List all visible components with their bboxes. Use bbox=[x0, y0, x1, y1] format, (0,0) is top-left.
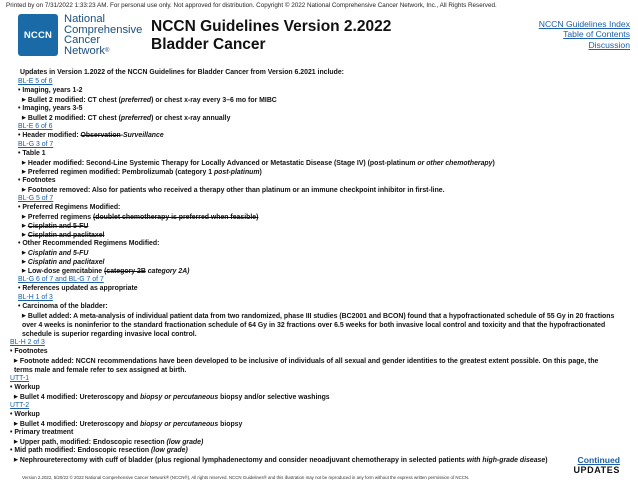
arrow-icon: ▶ bbox=[22, 169, 26, 175]
logo-abbr: NCCN bbox=[23, 30, 53, 41]
page-title bbox=[151, 18, 391, 54]
list-item: • Primary treatment bbox=[10, 429, 74, 436]
list-item: ▶ Nephroureterectomy with cuff of bladder (plus regional lymphadenectomy and consider neoadjuvant chemotherapy in selected patients with high-grade disease) bbox=[14, 457, 548, 464]
page-link-bl-g-6-7[interactable]: BL-G 6 of 7 and BL-G 7 of 7 bbox=[18, 276, 104, 283]
list-item: • Workup bbox=[10, 384, 40, 391]
continued-link[interactable]: Continued bbox=[577, 455, 620, 465]
list-item: ▶ Upper path, modified: Endoscopic resection (low grade) bbox=[14, 439, 204, 446]
list-item: • References updated as appropriate bbox=[18, 285, 138, 292]
arrow-icon: ▶ bbox=[14, 421, 18, 427]
discussion-link[interactable]: Discussion bbox=[588, 39, 630, 50]
arrow-icon: ▶ bbox=[22, 250, 26, 256]
list-item: ▶ Header modified: Second-Line Systemic Therapy for Locally Advanced or Metastatic Disease (Stage IV) (post-platinum or other chemotherapy) bbox=[22, 160, 495, 167]
nccn-logo[interactable] bbox=[18, 14, 58, 56]
list-item: ▶ Footnote removed: Also for patients who received a therapy other than platinum or an immune checkpoint inhibitor in first-line. bbox=[22, 187, 445, 194]
footer-copyright: Version 2.2022, 5/20/22 © 2022 National Comprehensive Cancer Network® (NCCN®), All rights reserved. NCCN Guidelines® and this illustration may not be reproduced in any form without the express written permission of NCCN. bbox=[22, 475, 470, 480]
list-item: ▶ Cisplatin and paclitaxel bbox=[22, 232, 105, 239]
arrow-icon: ▶ bbox=[14, 358, 18, 364]
list-item: ▶ Bullet 2 modified: CT chest (preferred) or chest x-ray every 3–6 mo for MIBC bbox=[22, 97, 277, 104]
arrow-icon: ▶ bbox=[22, 97, 26, 103]
page-link-utt-2[interactable]: UTT-2 bbox=[10, 402, 30, 409]
arrow-icon: ▶ bbox=[22, 268, 26, 274]
list-item: • Table 1 bbox=[18, 150, 46, 157]
list-item: • Preferred Regimens Modified: bbox=[18, 204, 121, 211]
arrow-icon: ▶ bbox=[22, 160, 26, 166]
arrow-icon: ▶ bbox=[22, 232, 26, 238]
list-item: • Imaging, years 1-2 bbox=[18, 87, 83, 94]
list-item: ▶ Bullet added: A meta-analysis of individual patient data from two randomized, phase III studies (BC2001 and BCON) found that a hypofractionated schedule of 55 Gy in 20 fractions over 4 weeks is noninferior to the standard fractionation schedule of 64 Gy in 32 fractions over 6.5 weeks for both invasive local control and toxicity and that the hypofractionated schedule is superior regarding invasive local control. bbox=[22, 313, 615, 338]
list-item: ▶ Cisplatin and 5-FU bbox=[22, 223, 89, 230]
list-item: ▶ Cisplatin and paclitaxel bbox=[22, 259, 105, 266]
arrow-icon: ▶ bbox=[22, 187, 26, 193]
list-item: ▶ Footnote added: NCCN recommendations have been developed to be inclusive of individuals of all sexual and gender identities to the greatest extent possible. On this page, the terms male and female refer to sex assigned at birth. bbox=[14, 358, 599, 374]
list-item: ▶ Bullet 4 modified: Ureteroscopy and biopsy or percutaneous biopsy bbox=[14, 421, 243, 428]
arrow-icon: ▶ bbox=[22, 214, 26, 220]
list-item: ▶ Cisplatin and 5-FU bbox=[22, 250, 89, 257]
guidelines-index-link[interactable]: NCCN Guidelines Index bbox=[538, 19, 630, 29]
arrow-icon: ▶ bbox=[22, 115, 26, 121]
page-link-bl-e-5[interactable]: BL-E 5 of 6 bbox=[18, 78, 53, 85]
title-line-1: NCCN Guidelines Version 2.2022 bbox=[151, 18, 392, 35]
arrow-icon: ▶ bbox=[14, 439, 18, 445]
print-notice: Printed by on 7/31/2022 1:33:23 AM. For personal use only. Not approved for distribution. Copyright © 2022 National Comprehensive Cancer Network, Inc., All Rights Reserved. bbox=[6, 2, 497, 9]
list-item: ▶ Bullet 2 modified: CT chest (preferred) or chest x-ray annually bbox=[22, 115, 231, 122]
list-item: • Workup bbox=[10, 411, 40, 418]
arrow-icon: ▶ bbox=[14, 394, 18, 400]
table-of-contents-link[interactable]: Table of Contents bbox=[563, 29, 630, 40]
list-item: ▶ Bullet 4 modified: Ureteroscopy and biopsy or percutaneous biopsy and/or selective washings bbox=[14, 394, 330, 401]
page-link-bl-h-2[interactable]: BL-H 2 of 3 bbox=[10, 339, 45, 346]
updates-heading: Updates in Version 1.2022 of the NCCN Guidelines for Bladder Cancer from Version 6.2021 include: bbox=[20, 69, 344, 76]
list-item: • Imaging, years 3-5 bbox=[18, 105, 83, 112]
page-link-bl-h-1[interactable]: BL-H 1 of 3 bbox=[18, 294, 53, 301]
list-item: ▶ Preferred regimen modified: Pembrolizumab (category 1 post-platinum) bbox=[22, 169, 262, 176]
page-link-utt-1[interactable]: UTT-1 bbox=[10, 375, 30, 382]
list-item: • Footnotes bbox=[10, 348, 48, 355]
arrow-icon: ▶ bbox=[14, 457, 18, 463]
updates-label: UPDATES bbox=[573, 465, 620, 475]
page-link-bl-e-6[interactable]: BL-E 6 of 6 bbox=[18, 123, 53, 130]
list-item: • Header modified: Observation-Surveillance bbox=[18, 132, 164, 139]
arrow-icon: ▶ bbox=[22, 223, 26, 229]
list-item: ▶ Low-dose gemcitabine (category 2B category 2A) bbox=[22, 268, 190, 275]
arrow-icon: ▶ bbox=[22, 313, 26, 319]
nav-links bbox=[539, 19, 630, 50]
arrow-icon: ▶ bbox=[22, 259, 26, 265]
page-link-bl-g-3[interactable]: BL-G 3 of 7 bbox=[18, 141, 54, 148]
page-link-bl-g-5[interactable]: BL-G 5 of 7 bbox=[18, 195, 54, 202]
list-item: • Footnotes bbox=[18, 177, 56, 184]
list-item: ▶ Preferred regimens (doublet chemotherapy is preferred when feasible) bbox=[22, 214, 259, 221]
list-item: • Mid path modified: Endoscopic resection (low grade) bbox=[10, 447, 188, 454]
list-item: • Carcinoma of the bladder: bbox=[18, 303, 108, 310]
organization-name: National Comprehensive Cancer Network® bbox=[64, 13, 143, 57]
title-line-2: Bladder Cancer bbox=[151, 36, 266, 53]
list-item: • Other Recommended Regimens Modified: bbox=[18, 240, 160, 247]
